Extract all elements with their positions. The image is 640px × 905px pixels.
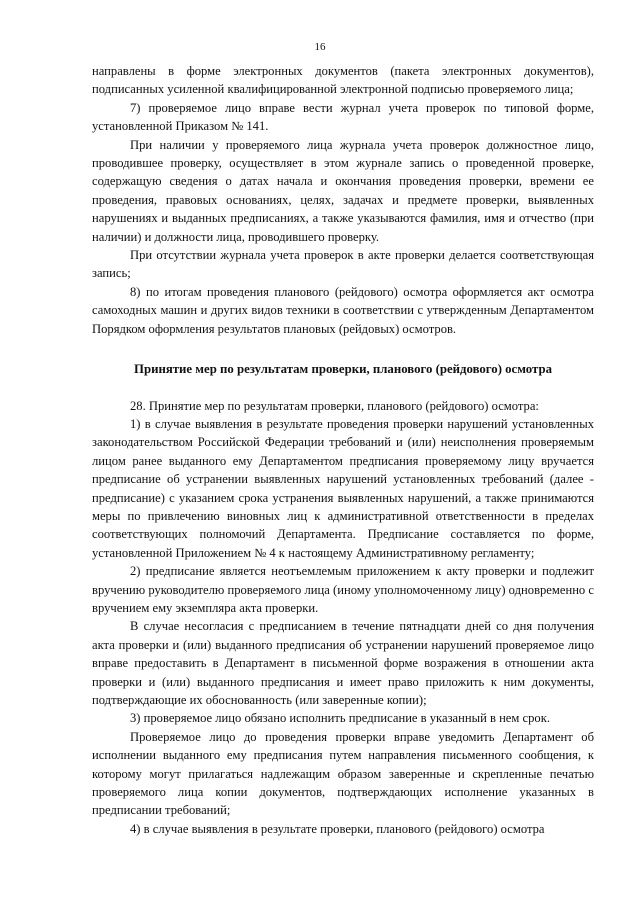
paragraph-no-journal: При отсутствии журнала учета проверок в акте проверки делается соответствующая запись;	[92, 248, 594, 281]
paragraph-subitem-1: 1) в случае выявления в результате проведения проверки нарушений установленных законодательством Российской Федерации требований и (или) неисполнения проверяемым лицом ранее выданного ему Департаментом предписания проверяемому лицу вручается предписание об устранении выявленных нарушений установленных требований (далее - предписание) с указанием срока устранения выявленных нарушений, а также принимаются меры по привлечению виновных лиц к административной ответственности в пределах соответствующих полномочий Департамента. Предписание составляется по форме, установленной Приложением № 4 к настоящему Административному регламенту;	[92, 416, 594, 560]
paragraph-journal-record: При наличии у проверяемого лица журнала учета проверок должностное лицо, проводившее проверку, осуществляет в этом журнале запись о проведенной проверке, содержащую сведения о датах начала и окончания проведения проверки, времени ее проведения, правовых основаниях, целях, задачах и предмете проверки, выявленных нарушениях и выданных предписаниях, а также указываются фамилия, имя и отчество (при наличии) и должности лица, проводившего проверку.	[92, 137, 594, 244]
page-number: 16	[314, 41, 326, 53]
paragraph-continuation: направлены в форме электронных документов (пакета электронных документов), подписанных усиленной квалифицированной электронной подписью проверяемого лица;	[92, 64, 594, 97]
paragraph-item-8: 8) по итогам проведения планового (рейдового) осмотра оформляется акт осмотра самоходных машин и других видов техники в соответствии с утвержденным Департаментом Порядком оформления результатов плановых (рейдовых) осмотров.	[92, 284, 594, 336]
paragraph-subitem-3: 3) проверяемое лицо обязано исполнить предписание в указанный в нем срок.	[130, 711, 550, 726]
paragraph-item-28: 28. Принятие мер по результатам проверки, планового (рейдового) осмотра:	[130, 398, 539, 413]
paragraph-item-7: 7) проверяемое лицо вправе вести журнал учета проверок по типовой форме, установленной Приказом № 141.	[92, 100, 594, 134]
section-heading: Принятие мер по результатам проверки, планового (рейдового) осмотра	[134, 362, 552, 377]
document-body	[92, 62, 594, 838]
paragraph-notification: Проверяемое лицо до проведения проверки вправе уведомить Департамент об исполнении выданного ему предписания путем направления письменного сообщения, к которому могут прилагаться надлежащим образом заверенные и скрепленные печатью проверяемого лица копии документов, подтверждающих исполнение указанных в предписании требований;	[92, 729, 594, 818]
paragraph-disagreement: В случае несогласия с предписанием в течение пятнадцати дней со дня получения акта проверки и (или) выданного предписания об устранении нарушений проверяемое лицо вправе предоставить в Департамент в письменной форме возражения в отношении акта проверки и (или) выданного предписания и имеет право приложить к ним документы, подтверждающие их обоснованность (или заверенные копии);	[92, 619, 594, 707]
paragraph-subitem-2: 2) предписание является неотъемлемым приложением к акту проверки и подлежит вручению руководителю проверяемого лица (иному уполномоченному лицу) одновременно с вручением ему экземпляра акта проверки.	[92, 564, 594, 615]
paragraph-subitem-4: 4) в случае выявления в результате проверки, планового (рейдового) осмотра	[130, 821, 545, 836]
